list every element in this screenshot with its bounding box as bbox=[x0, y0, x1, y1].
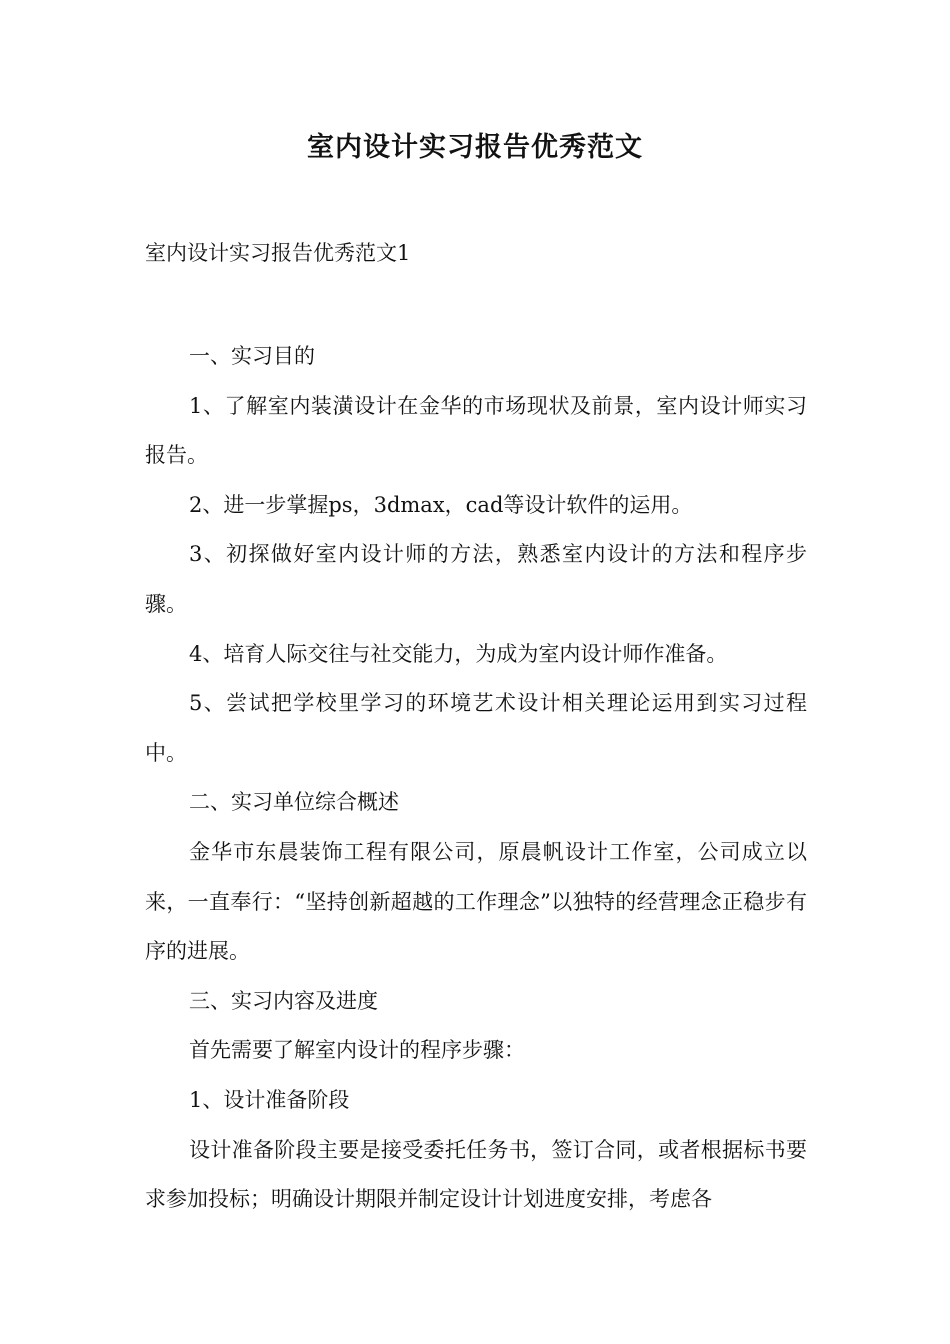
paragraph: 首先需要了解室内设计的程序步骤： bbox=[189, 1038, 525, 1063]
paragraph: 5、尝试把学校里学习的环境艺术设计相关理论运用到实习过程中。 bbox=[145, 691, 807, 765]
document-body bbox=[145, 332, 807, 1225]
paragraph: 3、初探做好室内设计师的方法，熟悉室内设计的方法和程序步骤。 bbox=[145, 542, 807, 616]
paragraph: 1、了解室内装潢设计在金华的市场现状及前景，室内设计师实习报告。 bbox=[145, 393, 807, 468]
section-heading-purpose: 一、实习目的 bbox=[189, 344, 315, 368]
document-title: 室内设计实习报告优秀范文 bbox=[307, 132, 643, 163]
document-subtitle: 室内设计实习报告优秀范文1 bbox=[145, 241, 411, 265]
paragraph: 设计准备阶段主要是接受委托任务书，签订合同，或者根据标书要求参加投标；明确设计期限并制定设计计划进度安排，考虑各 bbox=[145, 1137, 807, 1212]
section-heading-company: 二、实习单位综合概述 bbox=[189, 790, 399, 815]
paragraph: 4、培育人际交往与社交能力，为成为室内设计师作准备。 bbox=[189, 641, 728, 666]
paragraph: 金华市东晨装饰工程有限公司，原晨帆设计工作室，公司成立以来，一直奉行：“坚持创新超越的工作理念”以独特的经营理念正稳步有序的进展。 bbox=[145, 839, 807, 964]
subsection-heading: 1、设计准备阶段 bbox=[189, 1087, 350, 1112]
section-heading-content: 三、实习内容及进度 bbox=[189, 988, 378, 1013]
paragraph: 2、进一步掌握ps，3dmax，cad等设计软件的运用。 bbox=[189, 492, 693, 517]
